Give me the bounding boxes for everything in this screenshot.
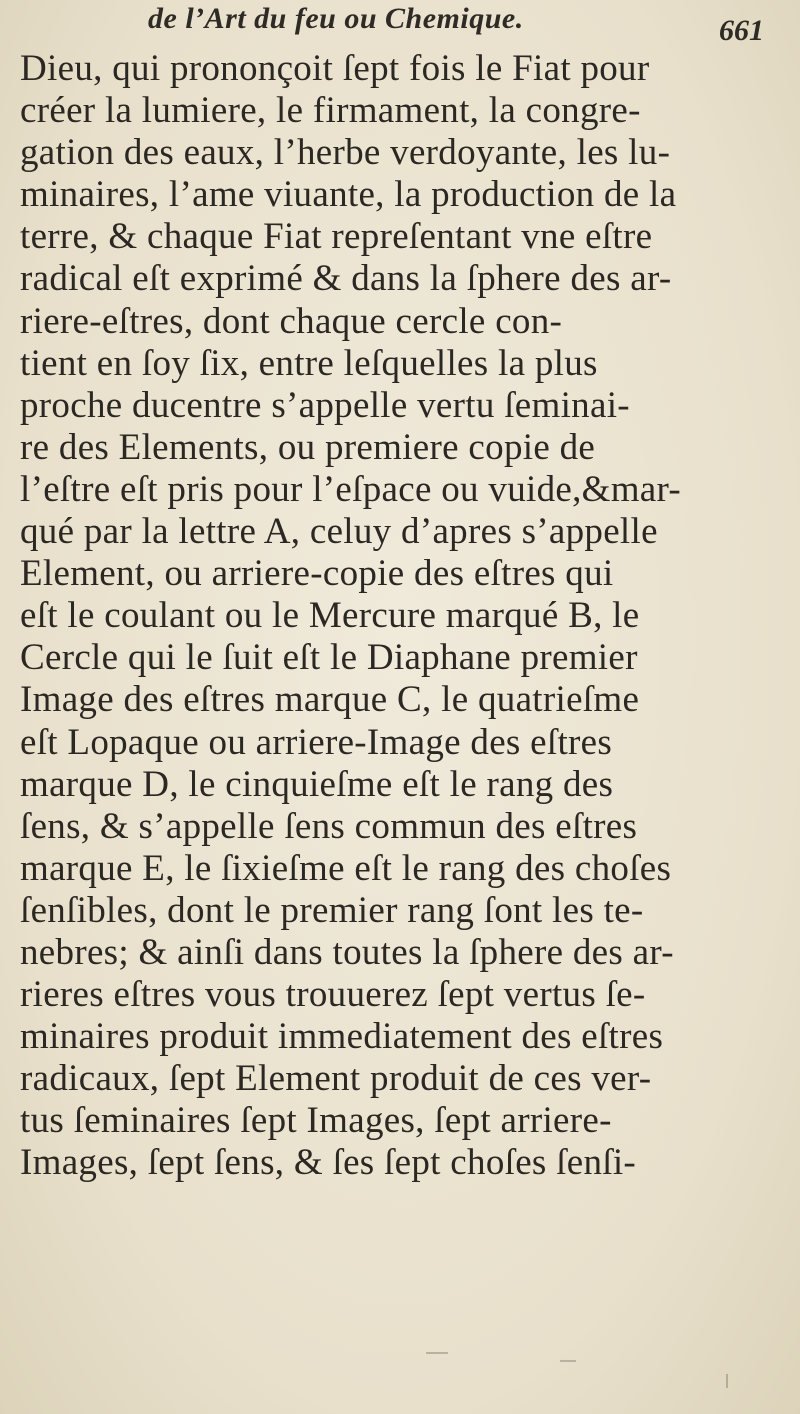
- text-line: riere-eſtres, dont chaque cercle con-: [20, 300, 563, 342]
- text-line: gation des eaux, l’herbe verdoyante, les lu-: [20, 132, 671, 174]
- text-line: radical eſt exprimé & dans la ſphere des ar-: [20, 258, 672, 300]
- text-line: Cercle qui le ſuit eſt le Diaphane premier: [20, 637, 638, 679]
- text-line: minaires produit immediatement des eſtres: [20, 1016, 664, 1058]
- text-line: minaires, l’ame viuante, la production de la: [20, 174, 677, 216]
- text-line: Element, ou arriere-copie des eſtres qui: [20, 553, 614, 595]
- text-line: nebres; & ainſi dans toutes la ſphere des ar-: [20, 931, 674, 973]
- text-line: Dieu, qui prononçoit ſept fois le Fiat pour: [20, 48, 650, 89]
- text-line: créer la lumiere, le firmament, la congre-: [20, 90, 641, 132]
- text-line: eſt Lopaque ou arriere-Image des eſtres: [20, 721, 613, 763]
- text-line: ſens, & s’appelle ſens commun des eſtres: [20, 805, 638, 847]
- page-number: 661: [719, 14, 764, 47]
- text-line: tient en ſoy ſix, entre leſquelles la plus: [20, 342, 598, 384]
- running-head: de l’Art du feu ou Chemique.: [148, 2, 524, 35]
- text-line: eſt le coulant ou le Mercure marqué B, le: [20, 595, 640, 637]
- text-line: radicaux, ſept Element produit de ces ver-: [20, 1058, 652, 1100]
- text-line: re des Elements, ou premiere copie de: [20, 426, 596, 468]
- text-line: tus ſeminaires ſept Images, ſept arriere-: [20, 1100, 612, 1142]
- text-line: Image des eſtres marque C, le quatrieſme: [20, 679, 640, 721]
- paper-blemish: [560, 1360, 576, 1362]
- text-line: proche ducentre s’appelle vertu ſeminai-: [20, 384, 630, 426]
- text-line: rieres eſtres vous trouuerez ſept vertus ſe-: [20, 974, 646, 1016]
- paper-blemish: [726, 1374, 728, 1388]
- text-line: l’eſtre eſt pris pour l’eſpace ou vuide,&mar-: [20, 468, 682, 510]
- body-text: [20, 48, 790, 1185]
- text-line: qué par la lettre A, celuy d’apres s’appelle: [20, 511, 658, 553]
- text-line: marque E, le ſixieſme eſt le rang des choſes: [20, 847, 672, 889]
- text-line: marque D, le cinquieſme eſt le rang des: [20, 763, 614, 805]
- text-line: ſenſibles, dont le premier rang ſont les te-: [20, 889, 644, 931]
- paper-blemish: [426, 1352, 448, 1354]
- text-line: Images, ſept ſens, & ſes ſept choſes ſenſi-: [20, 1142, 637, 1184]
- text-line: terre, & chaque Fiat repreſentant vne eſtre: [20, 216, 653, 258]
